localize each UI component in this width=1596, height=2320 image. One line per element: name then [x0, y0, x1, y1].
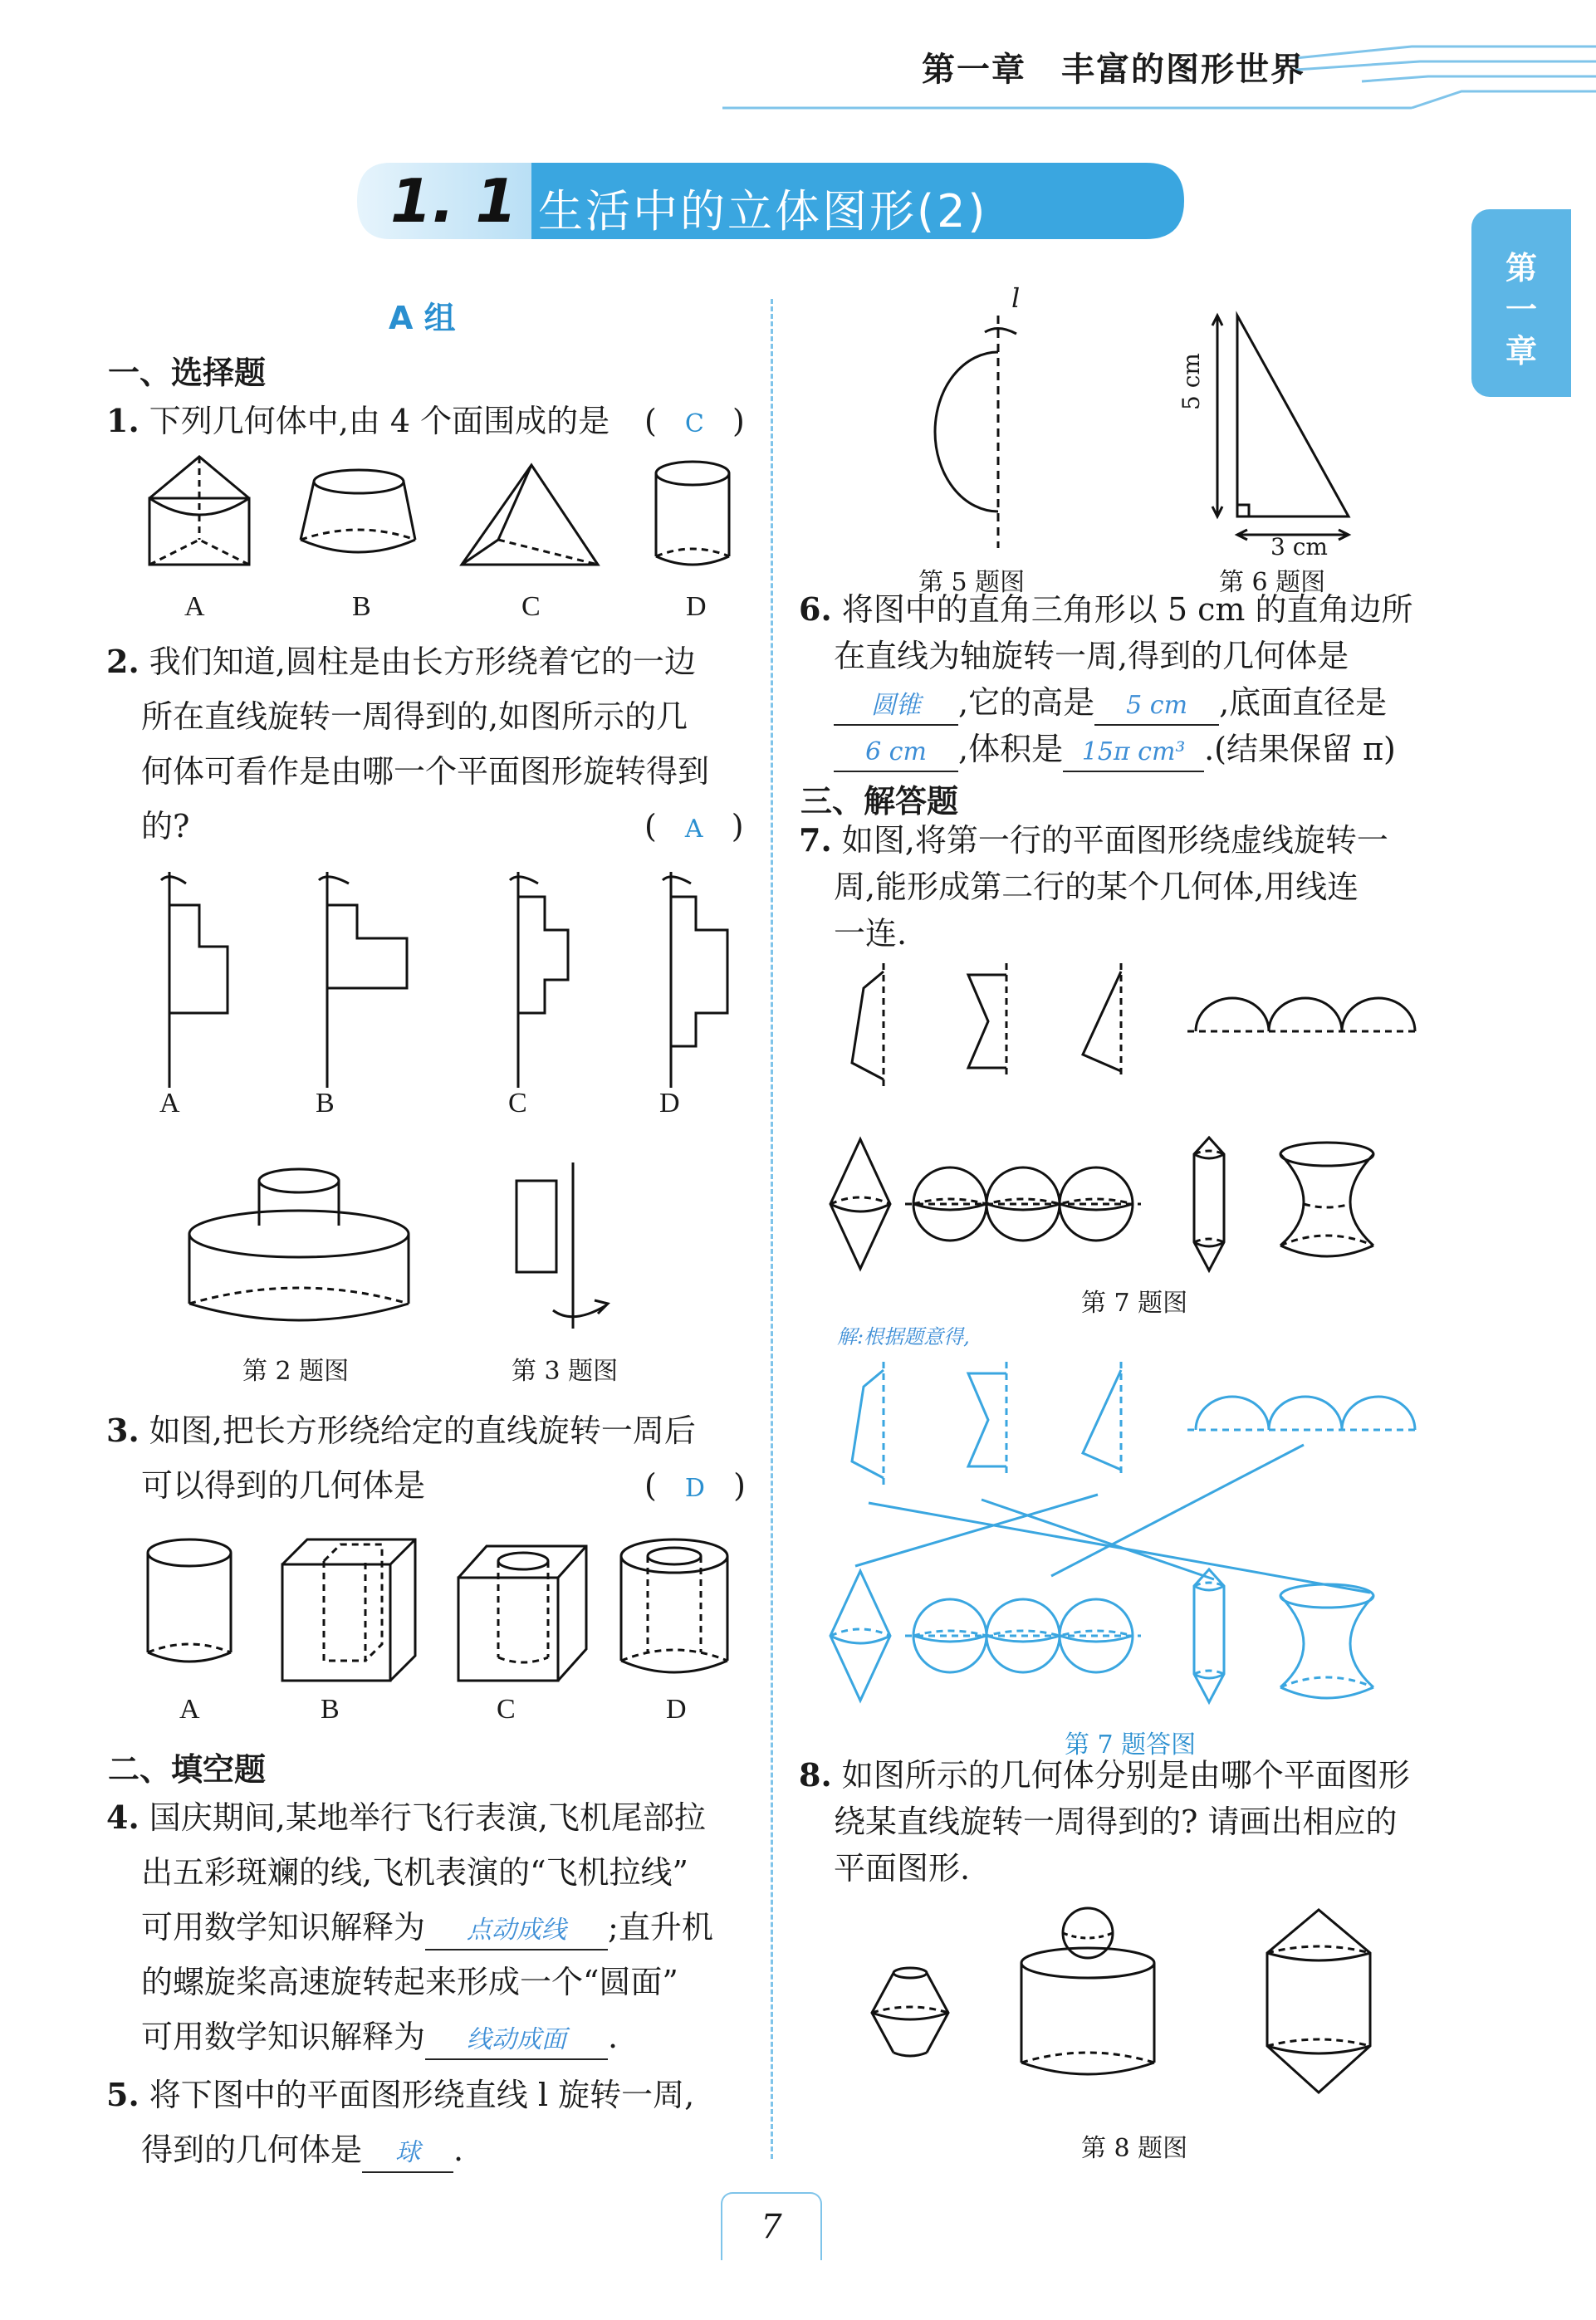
- q2-option-b: B: [316, 1088, 335, 1118]
- q5-answer: 球: [395, 2138, 421, 2167]
- q2-q3-figures: [0, 1162, 771, 1345]
- q6-line: .(结果保留 π): [1204, 731, 1396, 767]
- q4-line: 的螺旋桨高速旋转起来形成一个“圆面”: [141, 1964, 678, 2000]
- side-tab-char: 第: [1505, 250, 1537, 286]
- q5-line: 将下图中的平面图形绕直线 l 旋转一周,: [149, 2077, 695, 2113]
- q6-dim-height: 5 cm: [1177, 353, 1205, 410]
- paren-open: (: [644, 1467, 657, 1504]
- q8-number: 8.: [799, 1756, 832, 1794]
- q3-answer-paren: [644, 1458, 746, 1516]
- q3-figure-caption: 第 3 题图: [512, 1357, 619, 1386]
- q2-figure-caption: 第 2 题图: [242, 1357, 350, 1386]
- q2-answer-paren: [644, 799, 744, 857]
- paren-close: ): [731, 808, 744, 844]
- q3-line: 如图,把长方形绕给定的直线旋转一周后: [149, 1412, 696, 1449]
- q3-line: 可以得到的几何体是: [141, 1467, 426, 1504]
- q1-answer: C: [684, 409, 704, 438]
- q4-number: 4.: [106, 1799, 140, 1836]
- q5-number: 5.: [106, 2076, 140, 2113]
- q4-line: 可用数学知识解释为: [141, 1909, 426, 1946]
- q6-line: ,体积是: [958, 731, 1064, 767]
- header-decoration: [0, 0, 1596, 116]
- q7-line: 如图,将第一行的平面图形绕虚线旋转一: [841, 822, 1388, 859]
- section-number: 1. 1: [390, 166, 517, 236]
- paren-close: ): [732, 403, 745, 439]
- paren-open: (: [644, 403, 657, 439]
- q6-dim-base: 3 cm: [1270, 533, 1328, 560]
- side-tab-char: 章: [1505, 333, 1537, 370]
- q2-option-d: D: [659, 1088, 680, 1118]
- q2-answer: A: [684, 815, 703, 844]
- q4-line: 出五彩斑斓的线,飞机表演的“飞机拉线”: [141, 1854, 688, 1891]
- q2-line: 所在直线旋转一周得到的,如图所示的几: [141, 698, 688, 735]
- chapter-header: 第一章 丰富的图形世界: [922, 51, 1305, 89]
- q6-line: 将图中的直角三角形以 5 cm 的直角边所: [841, 591, 1413, 628]
- q2-option-a: A: [159, 1088, 180, 1118]
- q1-option-d: D: [686, 591, 707, 622]
- q4-answer-2: 线动成面: [467, 2025, 567, 2054]
- q8-line: 如图所示的几何体分别是由哪个平面图形: [841, 1757, 1410, 1794]
- section-solve: 三、解答题: [800, 783, 959, 820]
- q8-figure: [772, 1893, 1503, 2109]
- q2-line: 的?: [141, 808, 190, 844]
- q2-options-figures: [0, 864, 771, 1096]
- q6-line: 在直线为轴旋转一周,得到的几何体是: [834, 638, 1349, 674]
- q4-line: 国庆期间,某地举行飞行表演,飞机尾部拉: [149, 1799, 706, 1836]
- q3-option-a: A: [179, 1694, 200, 1725]
- q1-stem: 下列几何体中,由 4 个面围成的是: [149, 403, 610, 439]
- q7-answer-figure: [772, 1353, 1503, 1719]
- q2-option-c: C: [508, 1088, 527, 1118]
- q8-line: 平面图形.: [834, 1850, 971, 1887]
- page-number: 7: [721, 2192, 822, 2260]
- q1-option-a: A: [184, 591, 205, 622]
- section-fill: 二、填空题: [108, 1751, 267, 1788]
- q6-answer-2: 5 cm: [1126, 691, 1188, 720]
- q7-solution-label: 解:根据题意得,: [837, 1325, 970, 1348]
- section-choice: 一、选择题: [108, 355, 267, 391]
- q3-number: 3.: [106, 1412, 140, 1449]
- q2-number: 2.: [106, 643, 140, 680]
- q8-figure-caption: 第 8 题图: [1081, 2134, 1188, 2163]
- paren-open: (: [644, 808, 657, 844]
- q1-answer-paren: [644, 394, 745, 452]
- q6-answer-4: 15π cm³: [1081, 737, 1186, 766]
- q1-text: [106, 394, 610, 448]
- q4-answer-1: 点动成线: [467, 1916, 567, 1945]
- q5-line: 得到的几何体是: [141, 2132, 363, 2168]
- q5-axis-label: l: [1011, 282, 1021, 314]
- q6-line: ,它的高是: [958, 684, 1095, 721]
- q2-line: 何体可看作是由哪一个平面图形旋转得到: [141, 753, 710, 790]
- q1-number: 1.: [106, 402, 140, 439]
- paren-close: ): [733, 1467, 746, 1504]
- q7-number: 7.: [799, 821, 832, 859]
- q5-text: [106, 2068, 762, 2177]
- q1-option-c: C: [521, 591, 541, 622]
- side-tab-char: 一: [1505, 291, 1537, 328]
- q2-line: 我们知道,圆柱是由长方形绕着它的一边: [149, 644, 696, 680]
- q6-text: [799, 586, 1447, 772]
- q6-answer-3: 6 cm: [865, 737, 927, 766]
- q4-line: 可用数学知识解释为: [141, 2019, 426, 2055]
- q8-line: 绕某直线旋转一周得到的? 请画出相应的: [834, 1804, 1398, 1840]
- q3-option-d: D: [666, 1694, 687, 1725]
- q1-option-b: B: [352, 591, 371, 622]
- q5-q6-figures: [772, 282, 1503, 565]
- q7-figure: [772, 955, 1503, 1287]
- q7-text: [799, 817, 1447, 957]
- q3-answer: D: [684, 1474, 705, 1503]
- q6-figure-caption: 第 6 题图: [1219, 568, 1326, 597]
- q5-figure-caption: 第 5 题图: [918, 568, 1026, 597]
- q1-figures: [0, 448, 771, 598]
- q7-figure-caption: 第 7 题图: [1081, 1289, 1188, 1318]
- q6-line: ,底面直径是: [1219, 684, 1388, 721]
- q4-line: .: [608, 2019, 619, 2055]
- section-title: 生活中的立体图形(2): [538, 185, 988, 237]
- q6-number: 6.: [799, 590, 832, 628]
- q7-line: 一连.: [834, 915, 908, 952]
- q3-option-b: B: [321, 1694, 340, 1725]
- q4-text: [106, 1790, 762, 2064]
- q8-text: [799, 1752, 1447, 1892]
- q4-line: ;直升机: [608, 1909, 713, 1946]
- q3-option-c: C: [497, 1694, 516, 1725]
- q7-answer-caption: 第 7 题答图: [1065, 1730, 1197, 1760]
- q5-line: .: [453, 2132, 464, 2168]
- q7-line: 周,能形成第二行的某个几何体,用线连: [834, 869, 1359, 905]
- q3-options-figures: [0, 1528, 771, 1694]
- group-label: A 组: [389, 300, 456, 336]
- q6-answer-1: 圆锥: [871, 691, 921, 720]
